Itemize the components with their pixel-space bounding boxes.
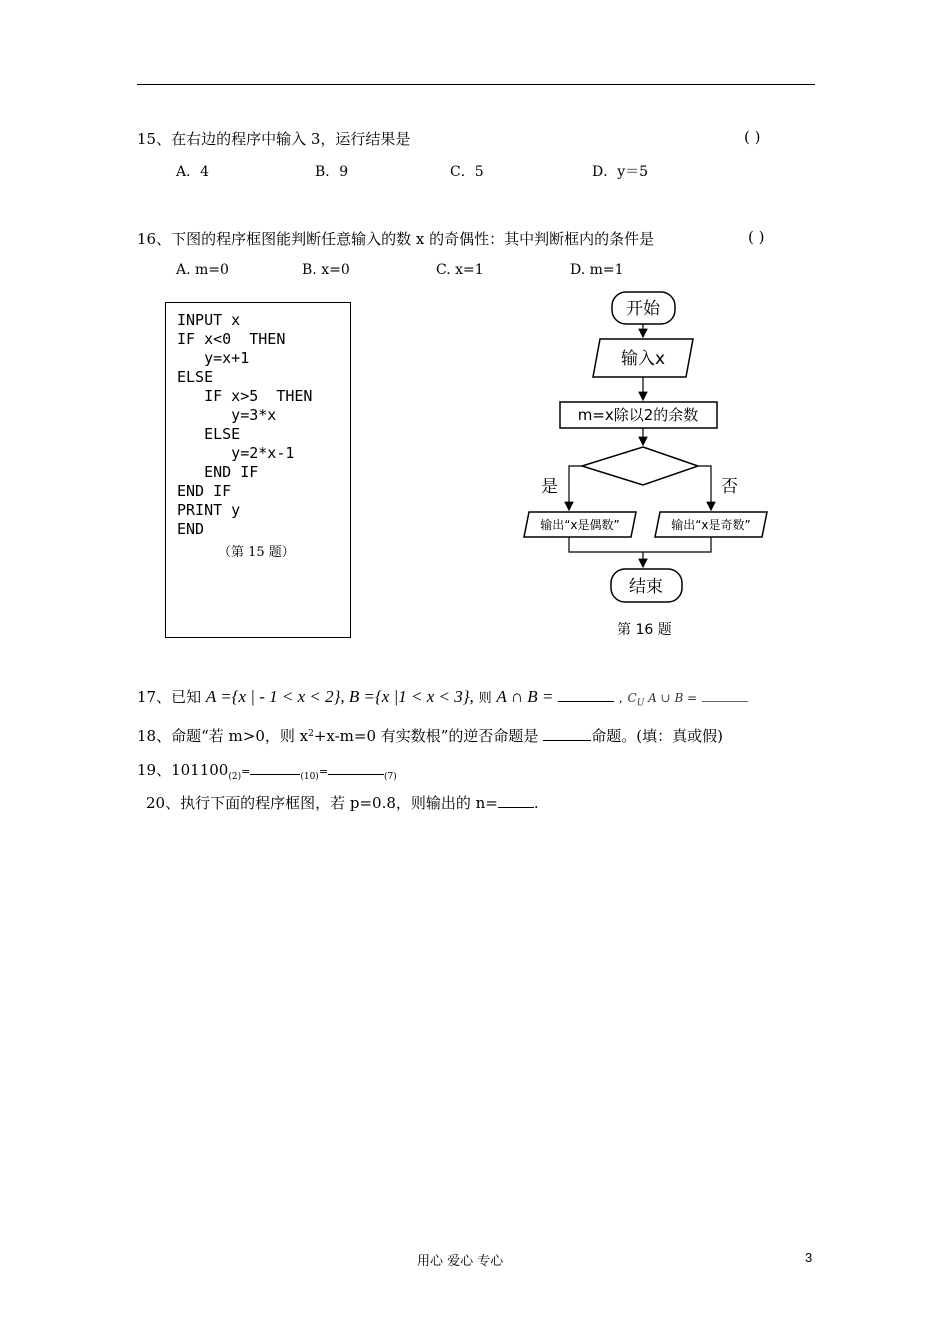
- program-line-2: IF x<0 THEN: [177, 330, 286, 348]
- footer-text: 用心 爱心 专心: [417, 1254, 504, 1269]
- program-caption: （第 15 题）: [218, 545, 295, 560]
- q20-text: 20、执行下面的程序框图，若 p=0.8，则输出的 n=: [146, 794, 498, 812]
- q18-superscript: 2: [308, 729, 314, 739]
- program-line-6: y=3*x: [177, 406, 277, 424]
- question-18: [137, 725, 723, 746]
- q16-option-a: A. m=0: [176, 262, 229, 278]
- q19-blank-decimal[interactable]: [250, 774, 300, 775]
- q18-part2: +x-m=0 有实数根”的逆否命题是: [313, 727, 539, 745]
- q19-prefix: 19、101100: [137, 761, 229, 779]
- flow-process-label: m=x除以2的余数: [577, 406, 699, 424]
- question-19: [137, 759, 397, 782]
- flow-output-odd-label: 输出“x是奇数”: [671, 518, 751, 532]
- q17-complement: C: [627, 691, 637, 705]
- program-line-11: PRINT y: [177, 501, 241, 519]
- q17-prefix: 17、已知: [137, 688, 202, 706]
- flow-end-label: 结束: [629, 577, 663, 597]
- q18-blank[interactable]: [543, 740, 591, 741]
- flow-start-label: 开始: [626, 299, 660, 319]
- flow-yes-label: 是: [541, 477, 558, 497]
- program-line-8: y=2*x-1: [177, 444, 295, 462]
- program-line-9: END IF: [177, 463, 259, 481]
- q17-complement-rest: A ∪ B =: [644, 691, 698, 705]
- flow-input-label: 输入x: [620, 349, 666, 369]
- question-15-answer-paren: ( ): [744, 128, 761, 146]
- flow-decision-node: [582, 447, 698, 485]
- q19-base-7: (7): [384, 772, 397, 782]
- q18-part1: 18、命题“若 m>0，则 x: [137, 727, 309, 745]
- program-line-3: y=x+1: [177, 349, 250, 367]
- question-15-text: 15、在右边的程序中输入 3，运行结果是: [137, 130, 411, 148]
- flow-yes-branch: [569, 466, 582, 510]
- program-line-7: ELSE: [177, 425, 241, 443]
- q20-blank[interactable]: [498, 807, 534, 808]
- q20-end: .: [533, 794, 539, 812]
- q15-option-c: C．5: [450, 164, 484, 180]
- q16-option-c: C. x=1: [436, 262, 484, 278]
- q19-blank-base7[interactable]: [328, 774, 384, 775]
- flow-no-label: 否: [721, 477, 738, 497]
- q15-option-b: B．9: [315, 164, 349, 180]
- program-line-4: ELSE: [177, 368, 214, 386]
- q19-eq-2: =: [318, 765, 329, 778]
- q17-separator: ,: [618, 691, 623, 705]
- question-16-answer-paren: ( ): [748, 228, 765, 246]
- q16-option-d: D. m=1: [570, 262, 624, 278]
- q17-complement-sub: U: [636, 698, 645, 709]
- q15-option-d: D．y＝5: [592, 164, 649, 180]
- flow-output-even-label: 输出“x是偶数”: [540, 518, 620, 532]
- q17-intersection: A ∩ B =: [496, 687, 554, 706]
- q17-blank-1[interactable]: [558, 701, 614, 702]
- q15-option-a: A．4: [176, 164, 210, 180]
- question-20: [146, 792, 539, 813]
- program-line-1: INPUT x: [177, 311, 241, 329]
- program-line-12: END: [177, 520, 205, 538]
- q17-blank-2[interactable]: [702, 701, 748, 702]
- flow-no-branch: [698, 466, 711, 510]
- program-line-10: END IF: [177, 482, 232, 500]
- question-16-text: 16、下图的程序框图能判断任意输入的数 x 的奇偶性：其中判断框内的条件是: [137, 230, 655, 248]
- q17-sets: A ={x | - 1 < x < 2}, B ={x |1 < x < 3},: [205, 687, 474, 706]
- q19-base-2: (2): [228, 772, 242, 782]
- q17-then: 则: [478, 691, 492, 706]
- flowchart-caption: 第 16 题: [617, 622, 672, 638]
- program-line-5: IF x>5 THEN: [177, 387, 313, 405]
- q18-part3: 命题。(填：真或假): [591, 727, 723, 745]
- q16-option-b: B. x=0: [302, 262, 350, 278]
- q19-base-10: (10): [300, 772, 319, 782]
- flow-merge-line: [569, 537, 711, 552]
- question-17: [137, 686, 748, 708]
- page-number: 3: [805, 1250, 813, 1265]
- q19-eq-1: =: [241, 765, 251, 778]
